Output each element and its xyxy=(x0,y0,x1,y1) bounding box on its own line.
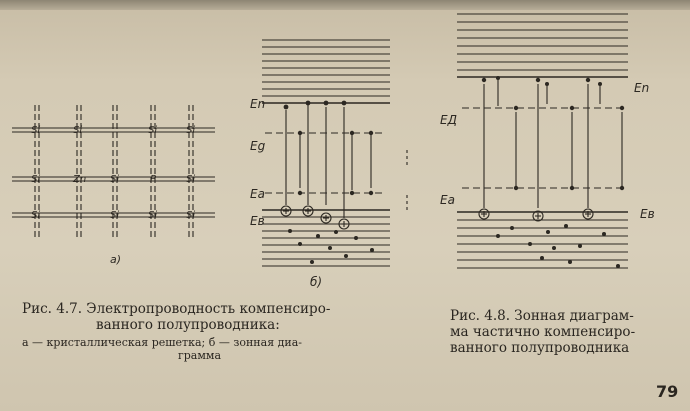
impurity-atom-label: P xyxy=(150,174,157,185)
band-diagram-4-8 xyxy=(457,14,628,268)
caption-fig-4-8 xyxy=(450,308,635,356)
part-a-label: a) xyxy=(110,253,122,266)
atom-label: Si xyxy=(31,125,41,136)
caption-line: Рис. 4.8. Зонная диаграм- xyxy=(450,308,634,324)
caption-line: ванного полупроводника: xyxy=(96,317,280,333)
atom-label: Si xyxy=(110,174,120,185)
page-number: 79 xyxy=(656,382,679,401)
impurity-atom-label: Zn xyxy=(73,174,87,185)
electron-dots xyxy=(284,76,625,268)
caption-line: ванного полупроводника xyxy=(450,340,630,356)
level-label-donor: Eg xyxy=(250,139,266,153)
atom-label: Si xyxy=(31,174,41,185)
atom-label: Si xyxy=(186,174,196,185)
caption-subline: грамма xyxy=(178,349,222,362)
caption-line: ма частично компенсиро- xyxy=(450,324,636,340)
level-label-acceptor: Ea xyxy=(250,187,265,201)
atom-label: Si xyxy=(148,125,158,136)
caption-subline: а — кристаллическая решетка; б — зонная диа- xyxy=(22,336,303,349)
atom-label: Si xyxy=(148,210,158,221)
level-label-acceptor: Ea xyxy=(440,193,455,207)
atom-label: Si xyxy=(186,125,196,136)
atom-label: Si xyxy=(186,210,196,221)
level-label-valence: Eв xyxy=(250,214,265,228)
atom-label: Si xyxy=(110,210,120,221)
band-diagram-4-7 xyxy=(262,40,390,266)
level-label-valence: Eв xyxy=(640,207,655,221)
atom-label: Si xyxy=(73,125,83,136)
part-b-label: б) xyxy=(310,275,323,289)
caption-line: Рис. 4.7. Электропроводность компенсиро- xyxy=(22,301,331,317)
caption-fig-4-7 xyxy=(22,301,330,333)
level-label-donor: EД xyxy=(440,113,457,127)
level-label-conduction: En xyxy=(634,81,650,95)
level-label-conduction: En xyxy=(250,97,266,111)
atom-label: Si xyxy=(31,210,41,221)
